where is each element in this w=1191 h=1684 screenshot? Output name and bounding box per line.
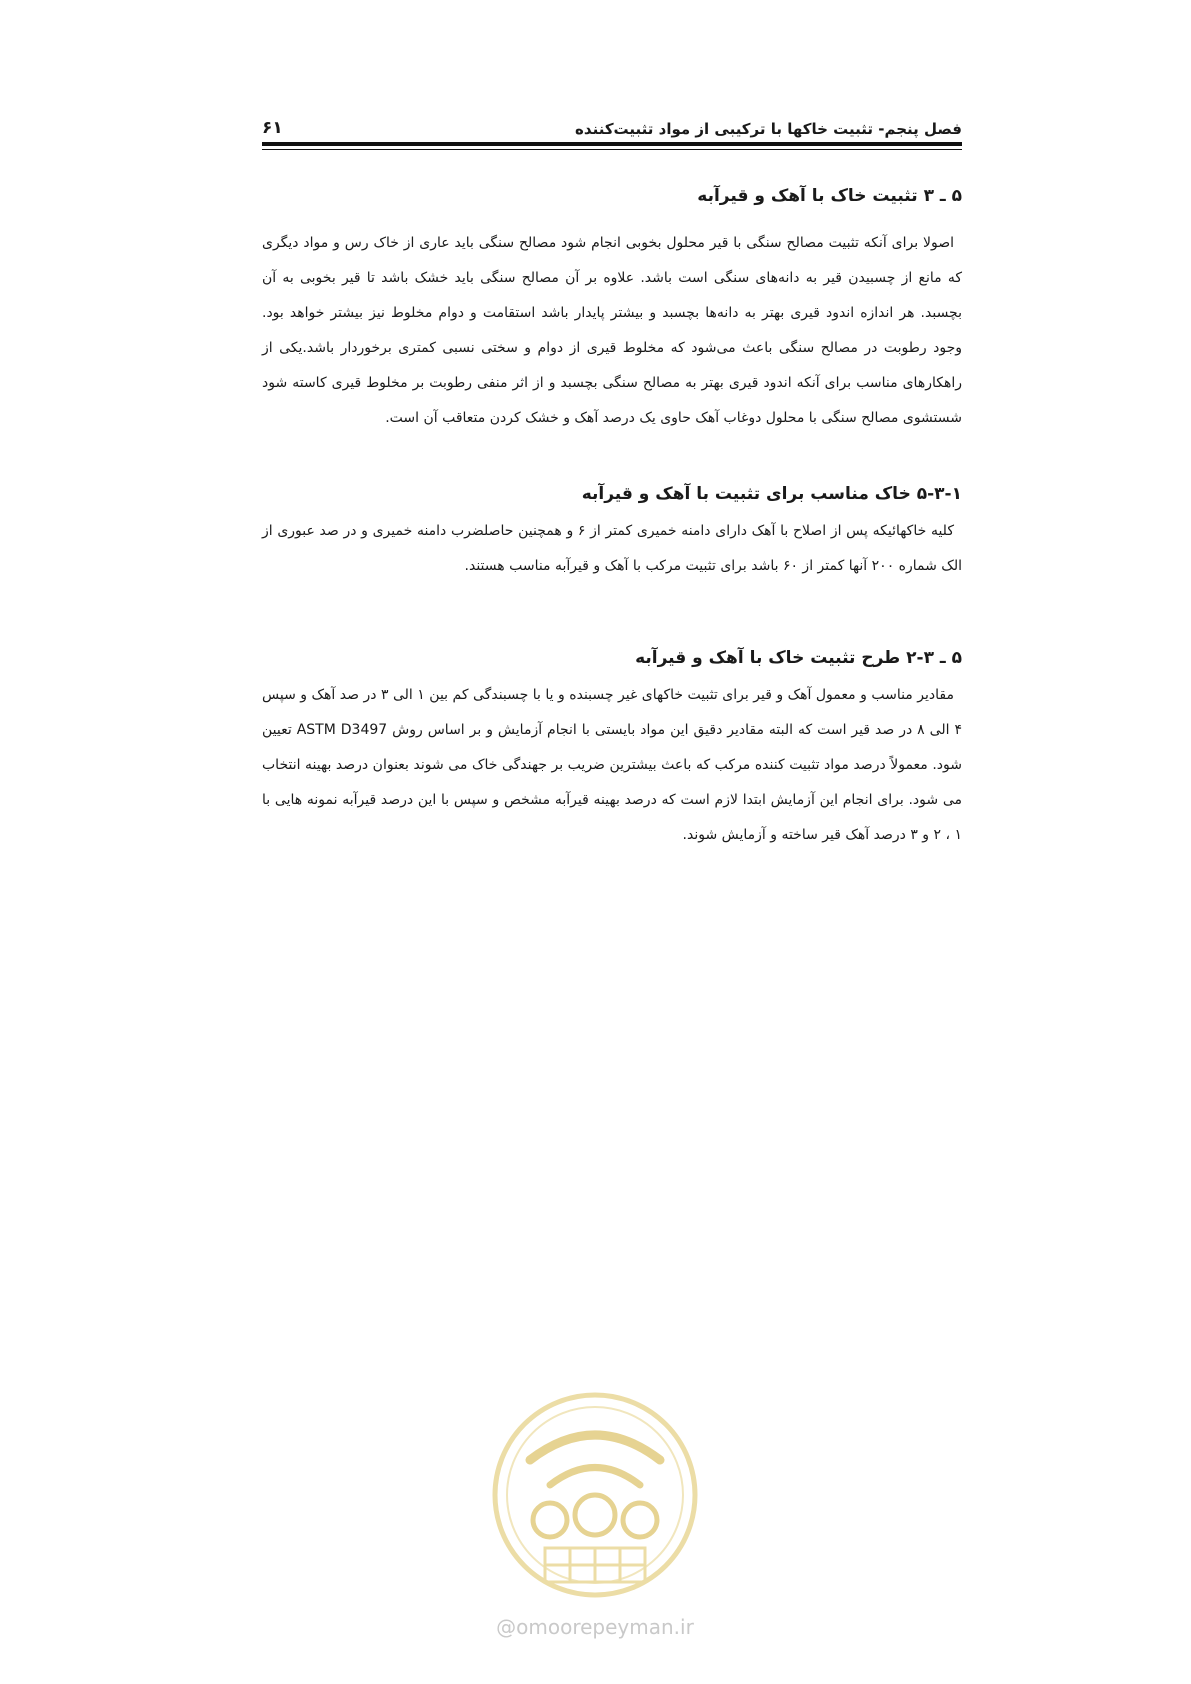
running-title: فصل پنجم- تثبیت خاکها با ترکیبی از مواد تثبیت‌کننده: [575, 120, 962, 138]
page-number: ۶۱: [262, 118, 283, 138]
section-paragraph: مقادیر مناسب و معمول آهک و قیر برای تثبیت خاکهای غیر چسبنده و یا با چسبندگی کم بین ۱ الی ۳ در صد آهک و سپس ۴ الی ۸ در صد قیر است که البته مقادیر دقیق این مواد بایستی با انجام آزمایش و بر اساس روش ASTM D3497 تعیین شود. معمولاً درصد مواد تثبیت کننده مرکب که باعث بیشترین ضریب بر جهندگی خاک می شوند بعنوان درصد بهینه انتخاب می شود. برای انجام این آزمایش ابتدا لازم است که درصد بهینه قیرآبه مشخص و سپس با این درصد قیرآبه نمونه هایی با ۱ ، ۲ و ۳ درصد آهک قیر ساخته و آزمایش شوند.: [262, 687, 962, 843]
section-heading: ۵-۳-۱ خاک مناسب برای تثبیت با آهک و قیرآبه: [581, 484, 962, 504]
section-paragraph: کلیه خاکهائیکه پس از اصلاح با آهک دارای دامنه خمیری کمتر از ۶ و همچنین حاصلضرب دامنه خمیری و در صد عبوری از الک شماره ۲۰۰ آنها کمتر از ۶۰ باشد برای تثبیت مرکب با آهک و قیرآبه مناسب هستند.: [262, 523, 962, 574]
section-heading: ۵ ـ ۳ تثبیت خاک با آهک و قیرآبه: [697, 186, 962, 206]
page-header: [262, 108, 962, 138]
watermark-url: @omoorepeyman.ir: [496, 1615, 694, 1639]
section-heading: ۵ ـ ۳-۲ طرح تثبیت خاک با آهک و قیرآبه: [635, 648, 962, 668]
header-rule: [262, 142, 962, 146]
watermark-seal-logo: [490, 1390, 700, 1600]
section-mix-design: [262, 642, 962, 853]
section-paragraph: اصولا برای آنکه تثبیت مصالح سنگی با قیر محلول بخوبی انجام شود مصالح سنگی باید عاری از خاک رس و مواد دیگری که مانع از چسبیدن قیر به دانه‌های سنگی است باشد. علاوه بر آن مصالح سنگی باید خشک باشد تا قیر بخوبی به آن بچسبد. هر اندازه اندود قیری بهتر به دانه‌ها بچسبد و بیشتر پایدار باشد استقامت و دوام مخلوط نیز بیشتر خواهد بود. وجود رطوبت در مصالح سنگی باعث می‌شود که مخلوط قیری از دوام و سختی نسبی کمتری برخوردار باشد.یکی از راهکارهای مناسب برای آنکه اندود قیری بهتر به مصالح سنگی بچسبد و از اثر منفی رطوبت بر مخلوط قیری کاسته شود شستشوی مصالح سنگی با محلول دوغاب آهک حاوی یک درصد آهک و خشک کردن متعاقب آن است.: [262, 235, 962, 426]
header-rule-thin: [262, 149, 962, 150]
section-lime-bitumen-stabilization: [262, 180, 962, 436]
page-body: [262, 180, 962, 853]
section-suitable-soil: [262, 478, 962, 584]
